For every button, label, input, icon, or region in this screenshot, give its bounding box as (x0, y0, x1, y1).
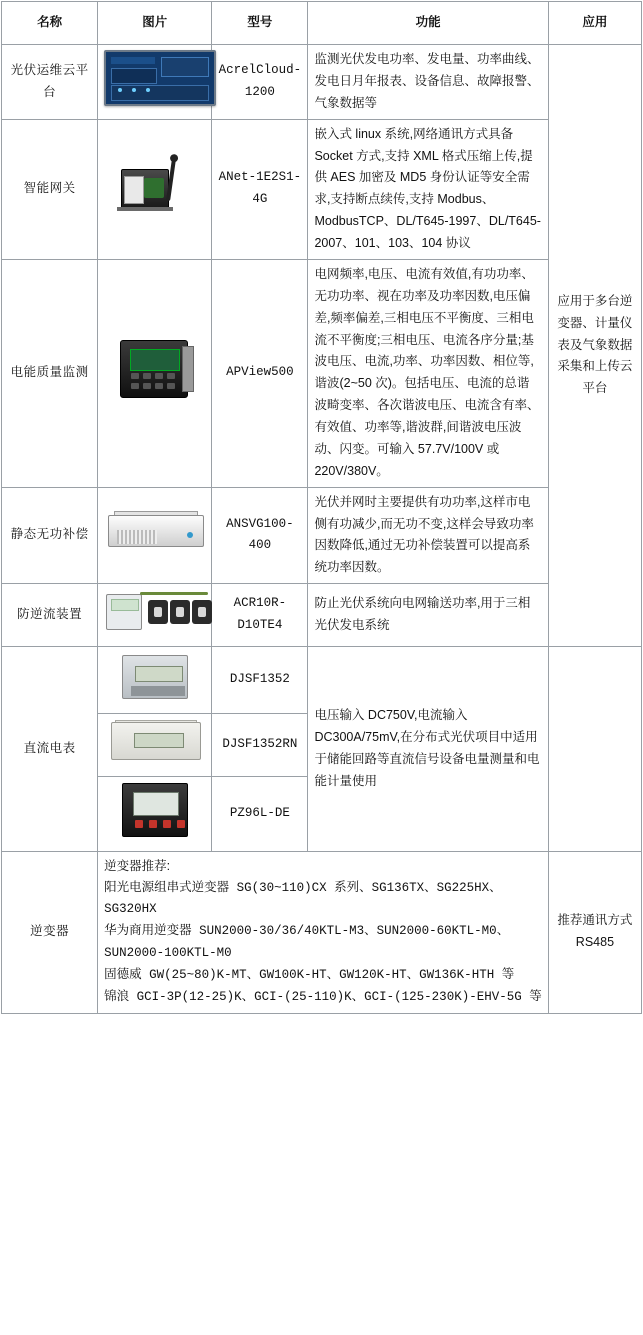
row-name-cloud-platform: 光伏运维云平台 (2, 45, 98, 120)
row-function-cloud-platform: 监测光伏发电功率、发电量、功率曲线、发电日月年报表、设备信息、故障报警、气象数据等 (308, 45, 548, 120)
header-function: 功能 (308, 2, 548, 45)
panel-dc-meter-icon (118, 781, 192, 839)
inverter-line-5: 锦浪 GCI-3P(12-25)K、GCI-(25-110)K、GCI-(125-230K)-EHV-5G 等 (104, 989, 542, 1004)
row-model-djsf1352: DJSF1352 (212, 647, 308, 714)
header-application: 应用 (548, 2, 641, 45)
inverter-line-4: 固德威 GW(25~80)K-MT、GW100K-HT、GW120K-HT、GW136K-HTH 等 (104, 968, 515, 982)
wide-dc-meter-icon (109, 718, 201, 764)
header-name: 名称 (2, 2, 98, 45)
row-image-anti-backflow (98, 584, 212, 647)
row-model-cloud-platform: AcrelCloud-1200 (212, 45, 308, 120)
row-image-djsf1352rn (98, 713, 212, 776)
table-row (2, 851, 642, 1013)
inverter-line-1: 阳光电源组串式逆变器 SG(30~110)CX 系列、SG136TX、SG225HX、SG320HX (104, 880, 502, 917)
svg-compensation-cabinet-icon (104, 509, 208, 553)
row-function-dc-meter: 电压输入 DC750V,电流输入 DC300A/75mV,在分布式光伏项目中适用于储能回路等直流信号设备电量测量和电能计量使用 (308, 647, 548, 852)
header-image: 图片 (98, 2, 212, 45)
row-function-anti-backflow: 防止光伏系统向电网输送功率,用于三相光伏发电系统 (308, 584, 548, 647)
power-quality-analyzer-icon (116, 338, 194, 400)
row-inverter-recommendation-list (98, 851, 549, 1013)
row-name-dc-meter: 直流电表 (2, 647, 98, 852)
row-image-svg (98, 487, 212, 584)
row-image-gateway (98, 119, 212, 259)
row-image-cloud-platform (98, 45, 212, 120)
smart-gateway-device-icon (107, 157, 203, 213)
anti-backflow-device-with-ct-icon (104, 588, 212, 634)
row-name-power-quality: 电能质量监测 (2, 259, 98, 487)
application-note-cell: 应用于多台逆变器、计量仪表及气象数据采集和上传云平台 (548, 45, 641, 647)
row-name-gateway: 智能网关 (2, 119, 98, 259)
table-row (2, 119, 642, 259)
inverter-app-line-1: 推荐通讯方式 (557, 913, 633, 928)
row-image-power-quality (98, 259, 212, 487)
row-name-inverter: 逆变器 (2, 851, 98, 1013)
table-row (2, 647, 642, 714)
row-name-anti-backflow: 防逆流装置 (2, 584, 98, 647)
row-model-gateway: ANet-1E2S1-4G (212, 119, 308, 259)
row-application-inverter (548, 851, 641, 1013)
row-model-pz96l-de: PZ96L-DE (212, 776, 308, 851)
row-function-svg: 光伏并网时主要提供有功功率,这样市电侧有功减少,而无功不变,这样会导致功率因数降低,通过无功补偿装置可以提高系统功率因数。 (308, 487, 548, 584)
table-row (2, 584, 642, 647)
row-model-anti-backflow: ACR10R-D10TE4 (212, 584, 308, 647)
row-image-pz96l-de (98, 776, 212, 851)
row-model-power-quality: APView500 (212, 259, 308, 487)
din-rail-dc-meter-icon (118, 651, 192, 701)
header-model: 型号 (212, 2, 308, 45)
inverter-line-0: 逆变器推荐: (104, 858, 171, 873)
cloud-platform-dashboard-icon (104, 50, 216, 106)
row-function-gateway: 嵌入式 linux 系统,网络通讯方式具备 Socket 方式,支持 XML 格式压缩上传,提供 AES 加密及 MD5 身份认证等安全需求,支持断点续传,支持 Modbus、ModbusTCP、DL/T645-1997、DL/T645-2007、101、103、104 协议 (308, 119, 548, 259)
row-name-svg: 静态无功补偿 (2, 487, 98, 584)
row-image-djsf1352 (98, 647, 212, 714)
row-model-svg: ANSVG100-400 (212, 487, 308, 584)
row-function-power-quality: 电网频率,电压、电流有效值,有功功率、无功功率、视在功率及功率因数,电压偏差,频率偏差,三相电压不平衡度、三相电流不平衡度;三相电压、电流各序分量;基波电压、电流,功率、功率因数、相位等,谐波(2~50 次)。包括电压、电流的总谐波畸变率、各次谐波电压、电流含有率、有效值、功率等,谐波群,间谐波电压波动、闪变。可输入 57.7V/100V 或 220V/380V。 (308, 259, 548, 487)
table-row (2, 487, 642, 584)
equipment-spec-table (1, 1, 642, 1014)
application-empty-cell (548, 647, 641, 852)
inverter-line-3: SUN2000-100KTL-M0 (104, 946, 232, 961)
table-header-row (2, 2, 642, 45)
table-row (2, 45, 642, 120)
inverter-app-line-2: RS485 (575, 935, 615, 950)
inverter-line-2: 华为商用逆变器 SUN2000-30/36/40KTL-M3、SUN2000-60KTL-M0、 (104, 924, 510, 939)
table-row (2, 259, 642, 487)
row-model-djsf1352rn: DJSF1352RN (212, 713, 308, 776)
